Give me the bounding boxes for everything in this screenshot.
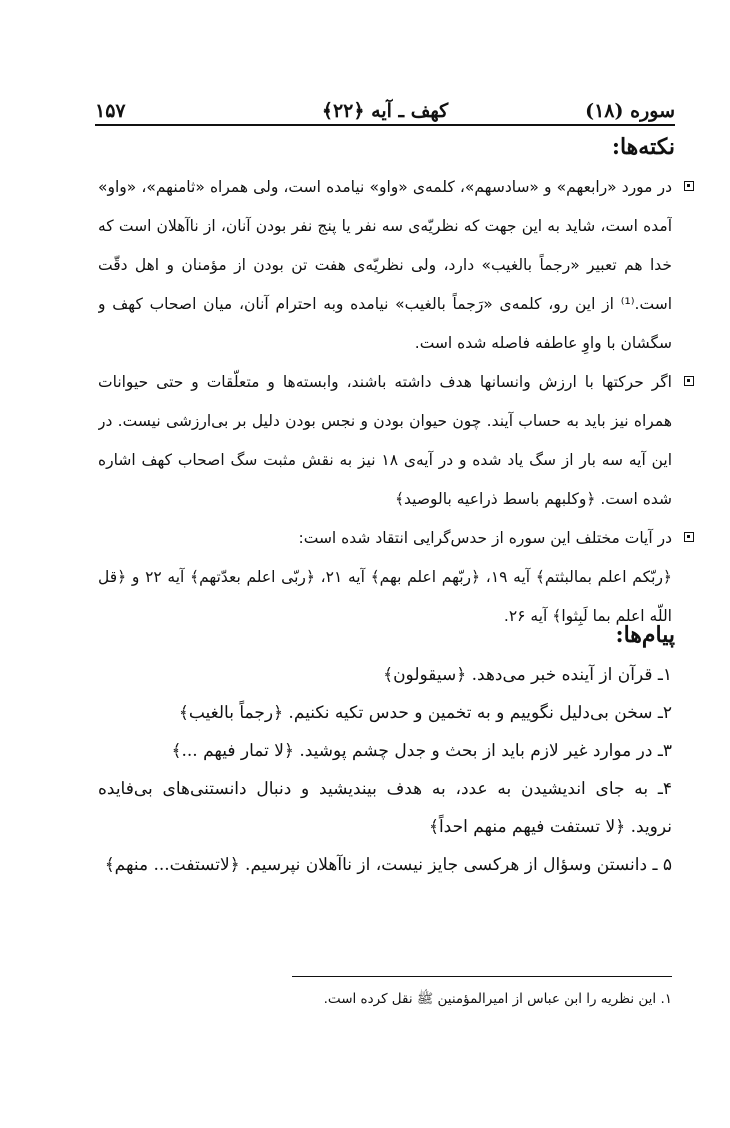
- note-line: همراه نیز باید به حساب آیند. چون حیوان بودن و نجس بودن دلیل بر بی‌ارزشی نیست. در: [98, 412, 672, 430]
- header-title: کهف ـ آیه ﴿۲۲﴾: [321, 100, 449, 122]
- section-title-nokteha: نکته‌ها:: [611, 134, 675, 160]
- message-item: ۳ـ در موارد غیر لازم باید از بحث و جدل چشم پوشید. ﴿لا تمار فیهم ...﴾: [171, 741, 672, 761]
- note-line: در مورد «رابعهم» و «سادسهم»، کلمه‌ی «واو» نیامده است، ولی همراه «ثامنهم»، «واو»: [98, 178, 672, 196]
- note-line: این آیه سه بار از سگ یاد شده و در آیه‌ی ۱۸ نیز به نقش مثبت سگ اصحاب کهف اشاره: [98, 451, 672, 469]
- note-paragraph-2: [98, 363, 672, 519]
- note-line: شده است. ﴿وکلبهم باسط ذراعیه بالوصید﴾: [394, 490, 672, 508]
- note-paragraph-1: [98, 168, 672, 363]
- note-line: در آیات مختلف این سوره از حدس‌گرایی انتقاد شده است:: [298, 529, 672, 547]
- header-rule: [95, 124, 675, 126]
- message-item: ۵ ـ دانستن وسؤال از هرکسی جایز نیست، از ناآهلان نپرسیم. ﴿لاتستفت... منهم﴾: [104, 855, 672, 875]
- message-item: ۱ـ قرآن از آینده خبر می‌دهد. ﴿سیقولون﴾: [383, 665, 672, 685]
- note-line: است.⁽¹⁾ از این رو، کلمه‌ی «رَجماً بالغیب» نیامده وبه احترام آنان، میان اصحاب کهف و: [98, 295, 672, 313]
- note-line: خدا هم تعبیر «رجماً بالغیب» دارد، ولی نظریّه‌ی هفت تن بودن از مؤمنان و اهل دقّت: [98, 256, 672, 274]
- message-item: ۲ـ سخن بی‌دلیل نگوییم و به تخمین و حدس تکیه نکنیم. ﴿رجماً بالغیب﴾: [178, 703, 672, 723]
- footnote-rule: [292, 976, 672, 977]
- section-title-payamha: پیام‌ها:: [615, 622, 675, 648]
- payamha-list: [98, 656, 672, 884]
- bullet-icon: [684, 532, 694, 542]
- note-line: اللّه اعلم بما لَبِثوا﴾ آیه ۲۶.: [503, 607, 672, 625]
- note-line: اگر حرکتها با ارزش وانسانها هدف داشته باشند، وابسته‌ها و متعلّقات و حتی حیوانات: [98, 373, 672, 391]
- bullet-icon: [684, 376, 694, 386]
- surah-label: سوره (۱۸): [585, 100, 675, 122]
- page-number: ۱۵۷: [95, 100, 126, 122]
- bullet-icon: [684, 181, 694, 191]
- message-item-continued: نروید. ﴿لا تستفت فیهم منهم احداً﴾: [428, 817, 672, 837]
- nokteha-body: [98, 168, 672, 636]
- note-paragraph-3: [98, 519, 672, 636]
- footnote: ۱. این نظریه را ابن عباس از امیرالمؤمنین ﷺ نقل کرده است.: [323, 991, 672, 1007]
- note-line: ﴿ربّکم اعلم بمالبثتم﴾ آیه ۱۹، ﴿ربّهم اعلم بهم﴾ آیه ۲۱، ﴿ربّی اعلم بعدّتهم﴾ آیه ۲۲ و ﴿قل: [98, 568, 672, 586]
- message-item: ۴ـ به جای اندیشیدن به عدد، به هدف بیندیشید و دنبال دانستنی‌های بی‌فایده: [98, 779, 672, 799]
- page-header: [95, 88, 675, 122]
- note-line: آمده است، شاید به این جهت که نظریّه‌ی سه نفر یا پنج نفر بودن آنان، از ناآهلان است که: [98, 217, 672, 235]
- note-line: سگشان با واوِ عاطفه فاصله شده است.: [414, 334, 672, 352]
